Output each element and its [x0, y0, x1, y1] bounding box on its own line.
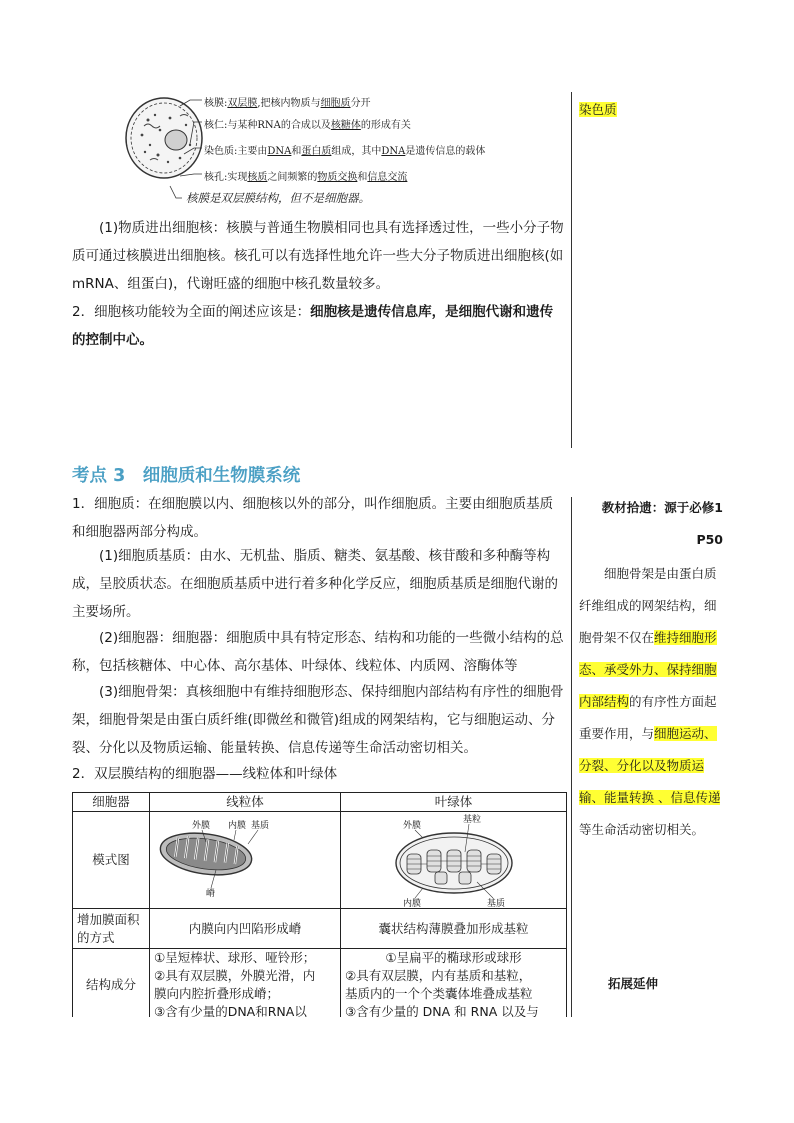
label-segment: 和	[357, 172, 368, 183]
table-row-structure	[73, 949, 567, 1018]
label-segment: 核质	[247, 172, 268, 183]
label-segment: 双层膜	[227, 98, 258, 109]
table-mito-structure	[150, 949, 341, 1018]
chloro-label-stroma: 基质	[487, 898, 506, 907]
table-row-membrane	[73, 909, 567, 949]
chloro-structure-line: ③含有少量的 DNA 和 RNA 以及与	[345, 1004, 539, 1017]
paragraph-organelles: (2)细胞器：细胞器：细胞质中具有特定形态、结构和功能的一些微小结构的总称，包括核糖体、中心体、高尔基体、叶绿体、线粒体、内质网、溶酶体等	[72, 630, 564, 674]
side-highlight-2: 细胞运动、分裂、分化以及物质运输、能量转换 、信息传递	[579, 726, 721, 805]
table-header-organelle: 细胞器	[73, 793, 150, 812]
side-note-chromatin	[579, 96, 729, 124]
side-text-b: 的有序性方面起重要作用，与	[579, 694, 717, 741]
mito-label-matrix: 基质	[251, 820, 270, 831]
label-segment: 和	[291, 146, 302, 157]
paragraph-double-membrane: 2．双层膜结构的细胞器——线粒体和叶绿体	[72, 766, 338, 782]
side-cytoskeleton-note	[579, 558, 724, 846]
mito-label-outer: 外膜	[192, 820, 211, 831]
mito-structure-line: ②具有双层膜，外膜光滑，内	[154, 968, 316, 983]
label-nucleolus	[204, 116, 411, 131]
table-chloro-structure	[341, 949, 567, 1018]
label-segment: 染色质:主要由	[204, 146, 268, 157]
table-header-chloroplast: 叶绿体	[341, 793, 567, 812]
paragraph-nucleus-function-bold: 细胞核是遗传信息库，是细胞代谢和遗传的控制中心。	[72, 304, 554, 348]
table-mito-membrane: 内膜向内凹陷形成嵴	[150, 909, 341, 949]
mitochondria-diagram	[154, 814, 337, 907]
label-segment: 是遗传信息的载体	[405, 146, 486, 157]
label-segment: 的形成有关	[360, 120, 411, 131]
label-segment: 信息交流	[367, 172, 408, 183]
section-heading: 考点 3 细胞质和生物膜系统	[72, 466, 301, 486]
chloro-structure-line: 基质内的一个个类囊体堆叠成基粒	[345, 986, 533, 1001]
side-text-c: 等生命活动密切相关。	[579, 822, 705, 837]
label-nuclear-membrane	[204, 94, 371, 109]
label-segment: 核膜:	[204, 98, 228, 109]
side-title: 教材拾遗：源于必修1 P50	[601, 500, 723, 547]
mito-structure-line: 膜向内腔折叠形成嵴；	[154, 986, 280, 1001]
side-highlight-1: 维持细胞形态、承受外力、保持细胞内部结构	[579, 630, 717, 709]
label-segment: 核孔:实现	[204, 172, 248, 183]
table-chloro-membrane: 囊状结构薄膜叠加形成基粒	[341, 909, 567, 949]
table-header-mitochondria: 线粒体	[150, 793, 341, 812]
label-chromatin	[204, 142, 485, 157]
label-nuclear-pore	[204, 168, 407, 183]
margin-divider-top	[571, 92, 572, 448]
paragraph-nucleus-transport: (1)物质进出细胞核：核膜与普通生物膜相同也具有选择透过性，一些小分子物质可通过核膜进出细胞核。核孔可以有选择性地允许一些大分子物质进出细胞核(如 mRNA、组蛋白)，代谢旺盛的细胞中核孔数量较多。	[72, 220, 564, 292]
side-extension-title: 拓展延伸	[608, 976, 659, 991]
margin-divider-bottom	[571, 497, 572, 1017]
table-label-model: 模式图	[73, 812, 150, 909]
mito-structure-line: ①呈短棒状、球形、哑铃形；	[154, 950, 316, 965]
label-segment: 物质交换	[317, 172, 358, 183]
chloro-structure-line: ①呈扁平的椭球形或球形	[385, 950, 522, 965]
table-label-membrane: 增加膜面积的方式	[73, 909, 150, 949]
label-segment: 蛋白质	[301, 146, 332, 157]
label-segment: ,把核内物质与	[257, 98, 321, 109]
mito-label-cristae: 嵴	[206, 888, 216, 899]
mito-label-inner: 内膜	[228, 820, 247, 831]
mito-structure-line: ③含有少量的DNA和RNA以	[154, 1004, 307, 1017]
label-segment: 组成，其中	[331, 146, 382, 157]
table-header-row	[73, 793, 567, 812]
diagram-leader-lines	[150, 96, 210, 201]
chloro-label-outer: 外膜	[403, 820, 422, 831]
paragraph-cytoplasm: 1．细胞质：在细胞膜以内、细胞核以外的部分，叫作细胞质。主要由细胞质基质和细胞器两部分构成。	[72, 496, 554, 540]
label-segment: 核仁:与某种RNA的合成以及	[204, 120, 331, 131]
paragraph-cytosol: (1)细胞质基质：由水、无机盐、脂质、糖类、氨基酸、核苷酸和多种酶等构成，呈胶质状态。在细胞质基质中进行着多种化学反应，细胞质基质是细胞代谢的主要场所。	[72, 548, 558, 620]
label-segment: DNA	[381, 146, 406, 157]
chloro-structure-line: ②具有双层膜，内有基质和基粒，	[345, 968, 532, 983]
paragraph-cytoskeleton: (3)细胞骨架：真核细胞中有维持细胞形态、保持细胞内部结构有序性的细胞骨架，细胞骨架是由蛋白质纤维(即微丝和微管)组成的网架结构，它与细胞运动、分裂、分化以及物质运输、能量转换、信息传递等生命活动密切相关。	[72, 684, 564, 756]
chloroplast-diagram-cell	[341, 812, 567, 909]
mitochondria-diagram-cell	[150, 812, 341, 909]
label-segment: 之间频繁的	[267, 172, 318, 183]
organelle-table	[72, 792, 567, 1017]
handwritten-note: 核膜是双层膜结构，但不是细胞器。	[186, 191, 370, 205]
chloro-label-inner: 内膜	[403, 898, 422, 907]
side-text-a: 细胞骨架是由蛋白质纤维组成的网架结构，细胞骨架不仅在	[579, 566, 717, 645]
chloro-label-granum: 基粒	[463, 814, 482, 825]
paragraph-nucleus-function-prefix: 2．细胞核功能较为全面的阐述应该是：	[72, 304, 311, 320]
label-segment: DNA	[267, 146, 292, 157]
paragraph-nucleus-function	[72, 298, 566, 354]
organelle-table-wrapper	[71, 791, 569, 1017]
label-segment: 核糖体	[330, 120, 361, 131]
label-segment: 细胞质	[320, 98, 351, 109]
chloroplast-diagram	[345, 814, 563, 907]
table-label-structure: 结构成分	[73, 949, 150, 1018]
label-segment: 分开	[350, 98, 371, 109]
table-row-model	[73, 812, 567, 909]
side-note-chromatin-text: 染色质	[579, 102, 617, 117]
